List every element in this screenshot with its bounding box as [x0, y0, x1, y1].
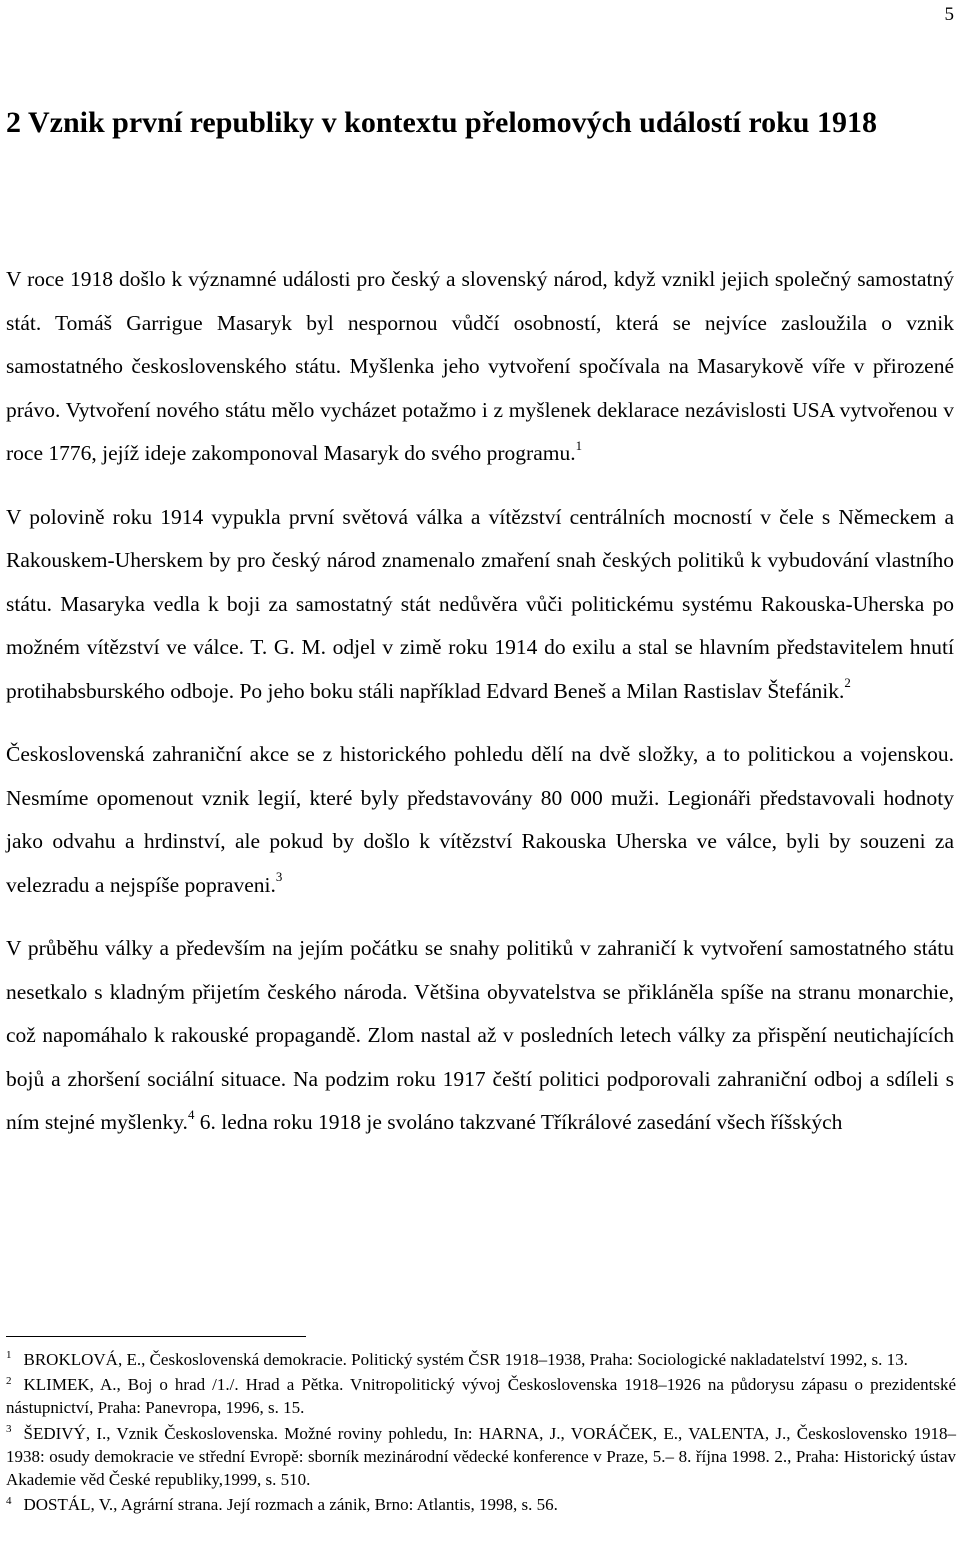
paragraph [6, 496, 954, 714]
paragraph [6, 258, 954, 476]
paragraph-text: V roce 1918 došlo k významné události pro český a slovenský národ, když vznikl jejich společný samostatný stát. Tomáš Garrigue Masaryk byl nespornou vůdčí osobností, která se nejvíce zasloužila o vznik samostatného československého státu. Myšlenka jeho vytvoření spočívala na Masarykově víře v přirozené právo. Vytvoření nového státu mělo vycházet potažmo i z myšlenek deklarace nezávislosti USA vytvořenou v roce 1776, jejíž ideje zakomponoval Masaryk do svého programu. [6, 267, 954, 465]
footnote [6, 1422, 956, 1492]
paragraph-text: Československá zahraniční akce se z historického pohledu dělí na dvě složky, a to politickou a vojenskou. Nesmíme opomenout vznik legií, které byly představovány 80 000 muži. Legionáři představovali hodnoty jako odvahu a hrdinství, ale pokud by došlo k vítězství Rakouska Uherska ve válce, byli by souzeni za velezradu a nejspíše popraveni. [6, 742, 954, 897]
footnote [6, 1373, 956, 1419]
footnote-text: DOSTÁL, V., Agrární strana. Její rozmach a zánik, Brno: Atlantis, 1998, s. 56. [23, 1495, 558, 1515]
chapter-heading: 2 Vznik první republiky v kontextu přelomových událostí roku 1918 [6, 106, 877, 139]
paragraph-text-continued: 6. ledna roku 1918 je svoláno takzvané Tříkrálové zasedání všech říšských [194, 1110, 843, 1134]
footnote-ref[interactable]: 1 [575, 438, 583, 453]
footnote [6, 1348, 956, 1371]
footnote-number: 1 [6, 1349, 12, 1362]
footnote-number: 4 [6, 1494, 12, 1507]
footnote-text: ŠEDIVÝ, I., Vznik Československa. Možné roviny pohledu, In: HARNA, J., VORÁČEK, E., VALENTA, J., Československo 1918–1938: osudy demokracie ve střední Evropě: sborník mezinárodní vědecké konference v Praze, 5.– 8. října 1998. 2., Praha: Historický ústav Akademie věd České republiky,1999, s. 510. [6, 1423, 956, 1490]
body-text [6, 258, 954, 1165]
footnote-text: KLIMEK, A., Boj o hrad /1./. Hrad a Pětka. Vnitropolitický vývoj Československa 1918–1926 na půdorysu zápasu o prezidentské nástupnictví, Praha: Panevropa, 1996, s. 15. [6, 1375, 956, 1418]
footnotes [6, 1348, 956, 1518]
paragraph-text: V polovině roku 1914 vypukla první světová válka a vítězství centrálních mocností v čele s Německem a Rakouskem-Uherskem by pro český národ znamenalo zmaření snah českých politiků k vybudování vlastního státu. Masaryka vedla k boji za samostatný stát nedůvěra vůči politickému systému Rakouska-Uherska po možném vítězství ve válce. T. G. M. odjel v zimě roku 1914 do exilu a stal se hlavním představitelem hnutí protihabsburského odboje. Po jeho boku stáli například Edvard Beneš a Milan Rastislav Štefánik. [6, 504, 954, 703]
footnote [6, 1493, 956, 1516]
footnote-ref[interactable]: 2 [844, 676, 851, 691]
paragraph-text: V průběhu války a především na jejím počátku se snahy politiků v zahraničí k vytvoření samostatného státu nesetkalo s kladným přijetím českého národa. Většina obyvatelstva se přikláněla spíše na stranu monarchie, což napomáhalo k rakouské propagandě. Zlom nastal až v posledních letech války za přispění neutichajících bojů a zhoršení sociální situace. Na podzim roku 1917 čeští politici podporovali zahraniční odboj a sdíleli s ním stejné myšlenky. [6, 936, 954, 1134]
footnote-number: 2 [6, 1374, 12, 1387]
footnote-text: BROKLOVÁ, E., Československá demokracie. Politický systém ČSR 1918–1938, Praha: Sociologické nakladatelství 1992, s. 13. [23, 1350, 908, 1369]
paragraph [6, 927, 954, 1145]
footnote-separator [6, 1336, 306, 1337]
paragraph [6, 733, 954, 907]
footnote-ref[interactable]: 4 [187, 1107, 195, 1122]
page-number: 5 [944, 4, 954, 25]
footnote-number: 3 [6, 1422, 12, 1435]
footnote-ref[interactable]: 3 [275, 870, 283, 885]
